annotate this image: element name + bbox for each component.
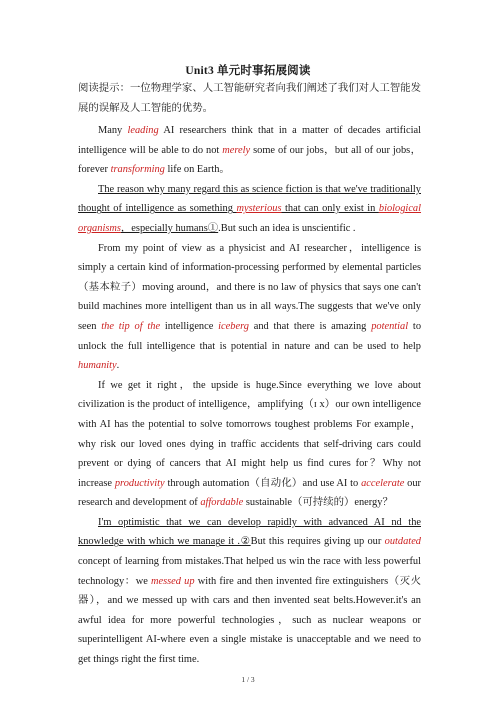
highlight-word: iceberg: [218, 320, 249, 332]
highlight-word: merely: [222, 144, 251, 156]
highlight-word: outdated: [384, 536, 422, 548]
text: AI researchers think that in a matter of decades artificial intelligence will be able to do not: [78, 125, 421, 156]
article-body: [78, 121, 421, 670]
text: and that there is amazing: [248, 320, 372, 332]
text: concept of learning from mistakes.That helped us win the race with less powerful technology：we: [78, 556, 421, 587]
text: with fire and then invented fire extinguishers（灭火器），and we messed up with cars and then invented seat belts.However.it's an awful idea for more powerful technologies，such as nuclear weapons or superintelligent AI-where even a single mistake is unacceptable and we need to get things right the first time.: [78, 575, 421, 666]
highlight-word: messed up: [150, 575, 195, 587]
highlight-word: affordable: [200, 497, 244, 509]
highlight-word: mysterious: [236, 203, 282, 215]
text: through automation（自动化）and use AI to: [164, 477, 362, 489]
text: life on Earth。: [164, 164, 230, 176]
page-number: 1 / 3: [241, 675, 255, 684]
text: .But such an idea is unscientific .: [218, 222, 356, 234]
underlined-sentence: The reason why many regard this as science fiction is that we've traditionally thought of intelligence as something: [78, 183, 421, 215]
text: sustainable（可持续的）energy？: [243, 497, 393, 509]
reading-tip: [78, 79, 421, 118]
paragraph-3: [78, 239, 421, 376]
underlined-sentence: that can only exist in: [281, 203, 379, 215]
highlight-word: transforming: [110, 164, 165, 176]
text: intelligence: [160, 320, 219, 332]
paragraph-2: [78, 180, 421, 239]
paragraph-1: [78, 121, 421, 180]
text: our research and development of: [78, 477, 421, 509]
highlight-word: the tip of the: [101, 320, 161, 332]
text: But this requires giving up our: [250, 536, 385, 548]
highlight-word: humanity: [78, 360, 117, 372]
text: to unlock the full intelligence that is potential in nature and can be used to help: [78, 320, 422, 352]
highlight-word: biological organisms: [78, 203, 422, 234]
text: some of our jobs，but all of our jobs，forever: [78, 144, 421, 176]
text: From my point of view as a physicist and AI researcher，intelligence is simply a certain kind of information-processing performed by elemental particles（基本粒子）moving around，and there is no law of physics that says one can't build machines more intelligent than us in all ways.The suggests that we've only seen: [78, 242, 421, 332]
text: .: [116, 360, 120, 372]
underlined-sentence: I'm optimistic that we can develop rapidly with advanced AI nd the knowledge with which we manage it .②: [78, 516, 421, 548]
paragraph-5: [78, 513, 421, 670]
reading-tip-text: 阅读提示：一位物理学家、人工智能研究者向我们阐述了我们对人工智能发展的误解及人工智能的优势。: [78, 83, 421, 114]
highlight-word: leading: [127, 125, 159, 136]
highlight-word: productivity: [114, 477, 165, 489]
underlined-sentence: ，especially humans①: [120, 222, 219, 234]
highlight-word: potential: [371, 320, 409, 332]
text: Many: [98, 125, 128, 136]
paragraph-4: [78, 376, 421, 513]
text: If we get it right，the upside is huge.Since everything we love about civilization is the product of intelligence，amplifying（ɪ x）our own intelligence with AI has the potential to solve tomorrows toughest problems For example，why risk our loved ones dying in traffic accidents that self-driving cars could prevent or dying of cancers that AI might help us find cures for？Why not increase: [78, 379, 421, 489]
highlight-word: accelerate: [361, 477, 405, 489]
page-title: Unit3 单元时事拓展阅读: [185, 65, 311, 77]
